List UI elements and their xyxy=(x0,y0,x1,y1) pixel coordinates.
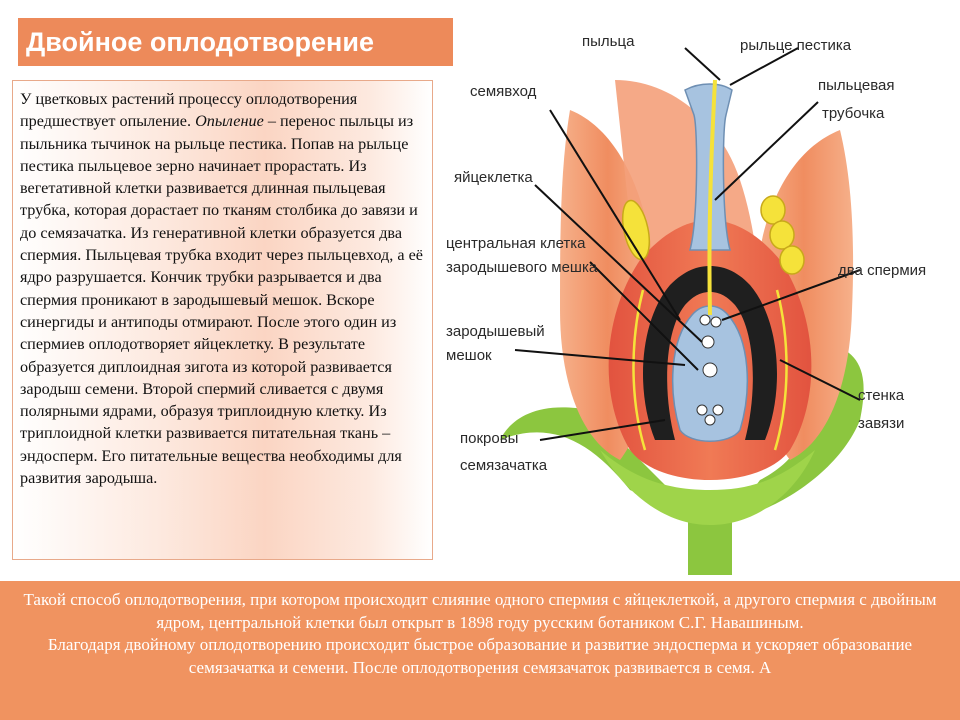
label-embryo-sac-1: зародышевый xyxy=(446,323,545,340)
antipodal-cell xyxy=(705,415,715,425)
egg-cell xyxy=(702,336,714,348)
central-nucleus xyxy=(703,363,717,377)
label-pollen-tube-2: трубочка xyxy=(822,105,885,122)
page-title: Двойное оплодотворение xyxy=(26,26,374,57)
description-body: – перенос пыльцы из пыльника тычинок на рыльце пестика. Попав на рыльце пестика пыльцевое зерно начинает прорастать. Из вегетативной клетки развивается длинная пыльцевая трубка, которая дорастает по тканям столбика до завязи и до семязачатка. Из генеративной клетки образуется два спермия. Пыльцевая трубка входит через пыльцевход, а её ядро разрушается. Кончик трубки разрывается и два спермия проникают в зародышевый мешок. Вскоре синергиды и антиподы отмирают. После этого один из спермиев оплодотворяет яйцеклетку. В результате образуется диплоидная зигота из которой развивается зародыш семени. Второй спермий сливается с двумя полярными ядрами, образуя триплоидную клетку. Из триплоидной клетки развивается питательная ткань – эндосперм. Его питательные вещества необходимы для развития зародыша. xyxy=(20,112,423,488)
label-stigma: рыльце пестика xyxy=(740,37,852,54)
footer-paragraph-2: Благодаря двойному оплодотворению происходит быстрое образование и развитие эндосперма и ускоряет образование семязачатка и семени. После оплодотворения семязачаток развивается в семя. А xyxy=(47,635,913,677)
footer-note xyxy=(0,581,960,720)
description-paragraph xyxy=(20,88,423,489)
label-integuments-2: семязачатка xyxy=(460,457,548,474)
pointer-pollen xyxy=(685,48,720,80)
label-ovary-wall-1: стенка xyxy=(858,387,905,404)
label-egg-cell: яйцеклетка xyxy=(454,169,533,186)
label-micropyle: семявход xyxy=(470,83,537,100)
label-central-cell-1: центральная клетка xyxy=(446,235,586,252)
flower-diagram xyxy=(440,20,960,580)
sperm-cell xyxy=(711,317,721,327)
label-central-cell-2: зародышевого мешка xyxy=(446,259,598,276)
label-pollen-tube-1: пыльцевая xyxy=(818,77,895,94)
label-integuments-1: покровы xyxy=(460,430,519,447)
label-ovary-wall-2: завязи xyxy=(858,415,905,432)
label-embryo-sac-2: мешок xyxy=(446,347,492,364)
description-intro: У цветковых растений процессу оплодотворения предшествует опыление. xyxy=(20,90,358,131)
label-pollen: пыльца xyxy=(582,33,635,50)
antipodal-cell xyxy=(713,405,723,415)
description-text-box xyxy=(12,80,433,560)
label-two-sperm: два спермия xyxy=(838,262,927,279)
title-bar xyxy=(18,18,453,66)
footer-paragraph-1: Такой способ оплодотворения, при котором происходит слияние одного спермия с яйцеклеткой, а другого спермия с двойным ядром, центральной клетки был открыт в 1898 году русским ботаником С.Г. Навашиным. xyxy=(23,590,937,632)
sperm-cell xyxy=(700,315,710,325)
antipodal-cell xyxy=(697,405,707,415)
description-term: Опыление xyxy=(195,112,264,131)
